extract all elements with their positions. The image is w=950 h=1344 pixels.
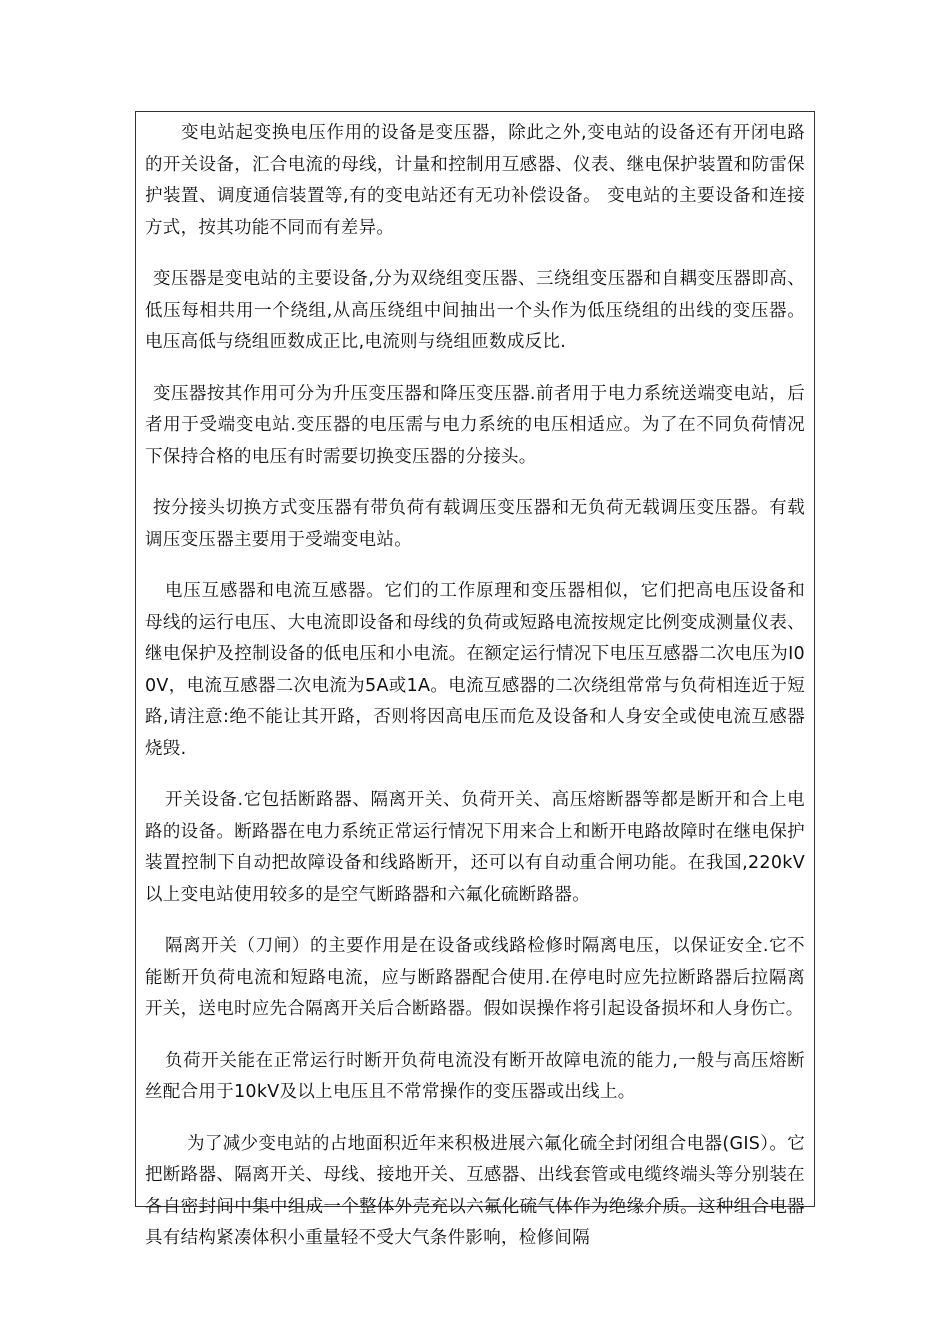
paragraph-switchgear: 开关设备.它包括断路器、隔离开关、负荷开关、高压熔断器等都是断开和合上电路的设备。断路器在电力系统正常运行情况下用来合上和断开电路故障时在继电保护装置控制下自动把故障设备和线路断开，还可以有自动重合闸功能。在我国,220kV以上变电站使用较多的是空气断路器和六氟化硫断路器。 (145, 790, 805, 905)
paragraph-load-switch: 负荷开关能在正常运行时断开负荷电流没有断开故障电流的能力,一般与高压熔断丝配合用于10kV及以上电压且不常常操作的变压器或出线上。 (145, 1050, 805, 1102)
paragraph-disconnector: 隔离开关（刀闸）的主要作用是在设备或线路检修时隔离电压，以保证安全.它不能断开负荷电流和短路电流，应与断路器配合使用.在停电时应先拉断路器后拉隔离开关，送电时应先合隔离开关后合断路器。假如误操作将引起设备损坏和人身伤亡。 (145, 936, 805, 1019)
paragraph-substation-equipment: 变电站起变换电压作用的设备是变压器，除此之外,变电站的设备还有开闭电路的开关设备，汇合电流的母线，计量和控制用互感器、仪表、继电保护装置和防雷保护装置、调度通信装置等,有的变电站还有无功补偿设备。 变电站的主要设备和连接方式，按其功能不同而有差异。 (145, 123, 805, 238)
paragraph-tap-changer: 按分接头切换方式变压器有带负荷有载调压变压器和无负荷无载调压变压器。有载调压变压器主要用于受端变电站。 (145, 498, 805, 550)
paragraph-transformer: 变压器是变电站的主要设备,分为双绕组变压器、三绕组变压器和自耦变压器即高、低压每相共用一个绕组,从高压绕组中间抽出一个头作为低压绕组的出线的变压器。电压高低与绕组匝数成正比,电流则与绕组匝数成反比. (145, 269, 805, 352)
paragraph-gis: 为了减少变电站的占地面积近年来积极进展六氟化硫全封闭组合电器(GIS）。它把断路器、隔离开关、母线、接地开关、互感器、出线套管或电缆终端头等分别装在各自密封间中集中组成一个整体外壳充以六氟化硫气体作为绝缘介质。这种组合电器具有结构紧凑体积小重量轻不受大气条件影响，检修间隔 (145, 1133, 805, 1248)
paragraph-transformer-types: 变压器按其作用可分为升压变压器和降压变压器.前者用于电力系统送端变电站，后者用于受端变电站.变压器的电压需与电力系统的电压相适应。为了在不同负荷情况下保持合格的电压有时需要切换变压器的分接头。 (145, 383, 805, 467)
paragraph-instrument-transformers: 电压互感器和电流互感器。它们的工作原理和变压器相似，它们把高电压设备和母线的运行电压、大电流即设备和母线的负荷或短路电流按规定比例变成测量仪表、继电保护及控制设备的低电压和小电流。在额定运行情况下电压互感器二次电压为I00V，电流互感器二次电流为5A或1A。电流互感器的二次绕组常常与负荷相连近于短路,请注意:绝不能让其开路，否则将因高电压而危及设备和人身安全或使电流互感器烧毁. (145, 581, 805, 759)
document-body (145, 118, 805, 1275)
